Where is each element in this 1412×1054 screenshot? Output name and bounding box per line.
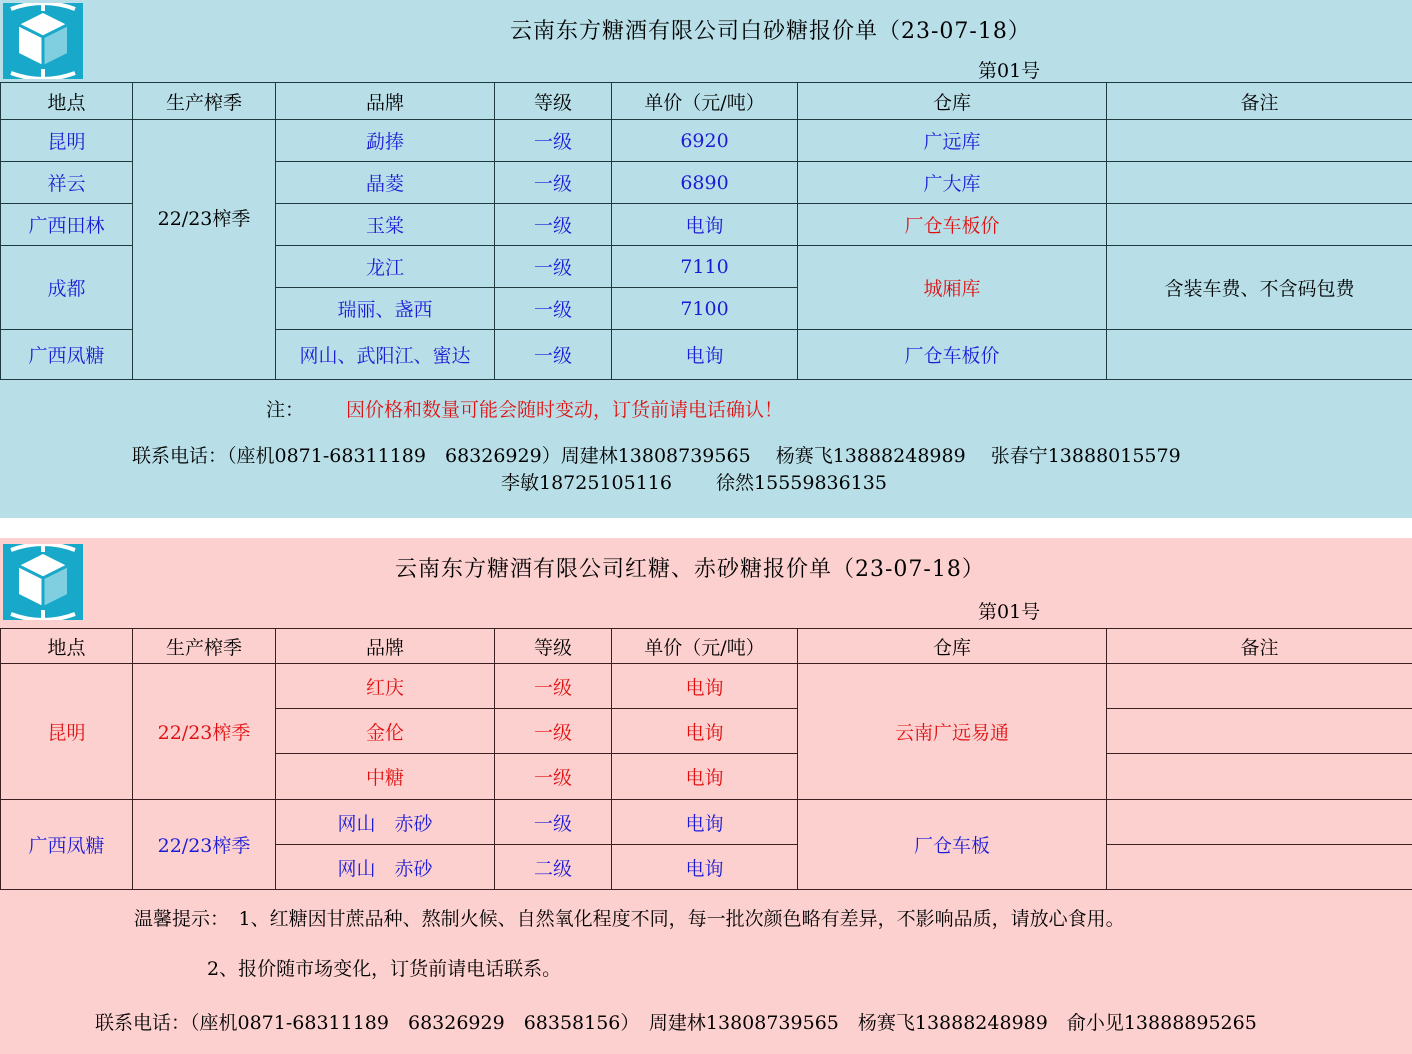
grade-cell: 一级 xyxy=(495,246,612,288)
remarks-cell xyxy=(1107,800,1412,845)
table-row xyxy=(1,800,1412,845)
table-row xyxy=(1,664,1412,709)
header-warehouse: 仓库 xyxy=(798,83,1107,120)
price-cell: 6920 xyxy=(612,120,798,162)
warehouse-cell: 厂仓车板 xyxy=(798,800,1107,890)
header-brand: 品牌 xyxy=(276,83,495,120)
header-price: 单价（元/吨） xyxy=(612,629,798,664)
location-cell: 广西凤糖 xyxy=(1,330,133,380)
price-cell: 6890 xyxy=(612,162,798,204)
season-cell: 22/23榨季 xyxy=(133,120,276,380)
header-season: 生产榨季 xyxy=(133,83,276,120)
price-cell: 电询 xyxy=(612,204,798,246)
price-cell: 电询 xyxy=(612,330,798,380)
tip-line-1: 温馨提示： 1、红糖因甘蔗品种、熬制火候、自然氧化程度不同，每一批次颜色略有差异，不影响品质，请放心食用。 xyxy=(134,908,1125,930)
remarks-cell xyxy=(1107,664,1412,709)
remarks-cell: 含装车费、不含码包费 xyxy=(1107,246,1412,330)
price-cell: 7100 xyxy=(612,288,798,330)
location-cell: 昆明 xyxy=(1,120,133,162)
price-cell: 电询 xyxy=(612,664,798,709)
table-row xyxy=(1,120,1412,162)
header-location: 地点 xyxy=(1,83,133,120)
season-cell: 22/23榨季 xyxy=(133,664,276,800)
contact-line-1: 联系电话：（座机0871-68311189 68326929）周建林13808739565 杨赛飞13888248989 张春宁13888015579 xyxy=(132,445,1181,467)
warehouse-cell: 广大库 xyxy=(798,162,1107,204)
header-location: 地点 xyxy=(1,629,133,664)
remarks-cell xyxy=(1107,330,1412,380)
note-text: 因价格和数量可能会随时变动，订货前请电话确认！ xyxy=(346,399,784,421)
location-cell: 成都 xyxy=(1,246,133,330)
remarks-cell xyxy=(1107,754,1412,800)
brand-cell: 红庆 xyxy=(276,664,495,709)
contact-line-2: 李敏18725105116 徐然15559836135 xyxy=(501,472,887,494)
table-header-row xyxy=(1,629,1412,664)
brand-cell: 中糖 xyxy=(276,754,495,800)
warehouse-cell: 厂仓车板价 xyxy=(798,330,1107,380)
sheet-title: 云南东方糖酒有限公司白砂糖报价单（23-07-18） xyxy=(510,19,1031,44)
remarks-cell xyxy=(1107,120,1412,162)
header-brand: 品牌 xyxy=(276,629,495,664)
remarks-cell xyxy=(1107,204,1412,246)
grade-cell: 一级 xyxy=(495,800,612,845)
price-cell: 电询 xyxy=(612,800,798,845)
sheet-title: 云南东方糖酒有限公司红糖、赤砂糖报价单（23-07-18） xyxy=(395,557,985,582)
table-header-row xyxy=(1,83,1412,120)
brand-cell: 瑞丽、盏西 xyxy=(276,288,495,330)
grade-cell: 一级 xyxy=(495,330,612,380)
note-label: 注： xyxy=(266,399,305,421)
price-cell: 电询 xyxy=(612,709,798,754)
grade-cell: 一级 xyxy=(495,162,612,204)
header-grade: 等级 xyxy=(495,629,612,664)
remarks-cell xyxy=(1107,162,1412,204)
header-remarks: 备注 xyxy=(1107,83,1412,120)
header-grade: 等级 xyxy=(495,83,612,120)
price-table xyxy=(0,628,1412,890)
grade-cell: 一级 xyxy=(495,709,612,754)
remarks-cell xyxy=(1107,709,1412,754)
tip-line-2: 2、报价随市场变化，订货前请电话联系。 xyxy=(207,958,562,980)
warehouse-cell: 城厢库 xyxy=(798,246,1107,330)
white-sugar-sheet xyxy=(0,0,1412,518)
warehouse-cell: 广远库 xyxy=(798,120,1107,162)
remarks-cell xyxy=(1107,845,1412,890)
season-cell: 22/23榨季 xyxy=(133,800,276,890)
brand-cell: 网山 赤砂 xyxy=(276,845,495,890)
price-table xyxy=(0,82,1412,380)
brand-cell: 网山、武阳江、蜜达 xyxy=(276,330,495,380)
serial-number: 第01号 xyxy=(978,60,1041,82)
location-cell: 广西凤糖 xyxy=(1,800,133,890)
brand-cell: 勐捧 xyxy=(276,120,495,162)
location-cell: 昆明 xyxy=(1,664,133,800)
grade-cell: 一级 xyxy=(495,120,612,162)
price-cell: 7110 xyxy=(612,246,798,288)
grade-cell: 一级 xyxy=(495,754,612,800)
company-logo-icon xyxy=(3,544,83,620)
grade-cell: 一级 xyxy=(495,288,612,330)
brand-cell: 金伦 xyxy=(276,709,495,754)
header-season: 生产榨季 xyxy=(133,629,276,664)
contact-line: 联系电话：（座机0871-68311189 68326929 68358156） 周建林13808739565 杨赛飞13888248989 俞小见13888895265 xyxy=(95,1012,1257,1034)
grade-cell: 二级 xyxy=(495,845,612,890)
price-cell: 电询 xyxy=(612,845,798,890)
header-remarks: 备注 xyxy=(1107,629,1412,664)
grade-cell: 一级 xyxy=(495,664,612,709)
brand-cell: 玉棠 xyxy=(276,204,495,246)
header-price: 单价（元/吨） xyxy=(612,83,798,120)
location-cell: 广西田林 xyxy=(1,204,133,246)
brown-sugar-sheet xyxy=(0,538,1412,1054)
location-cell: 祥云 xyxy=(1,162,133,204)
brand-cell: 晶菱 xyxy=(276,162,495,204)
company-logo-icon xyxy=(3,3,83,79)
header-warehouse: 仓库 xyxy=(798,629,1107,664)
brand-cell: 龙江 xyxy=(276,246,495,288)
warehouse-cell: 云南广远易通 xyxy=(798,664,1107,800)
price-cell: 电询 xyxy=(612,754,798,800)
warehouse-cell: 厂仓车板价 xyxy=(798,204,1107,246)
grade-cell: 一级 xyxy=(495,204,612,246)
serial-number: 第01号 xyxy=(978,601,1041,623)
brand-cell: 网山 赤砂 xyxy=(276,800,495,845)
